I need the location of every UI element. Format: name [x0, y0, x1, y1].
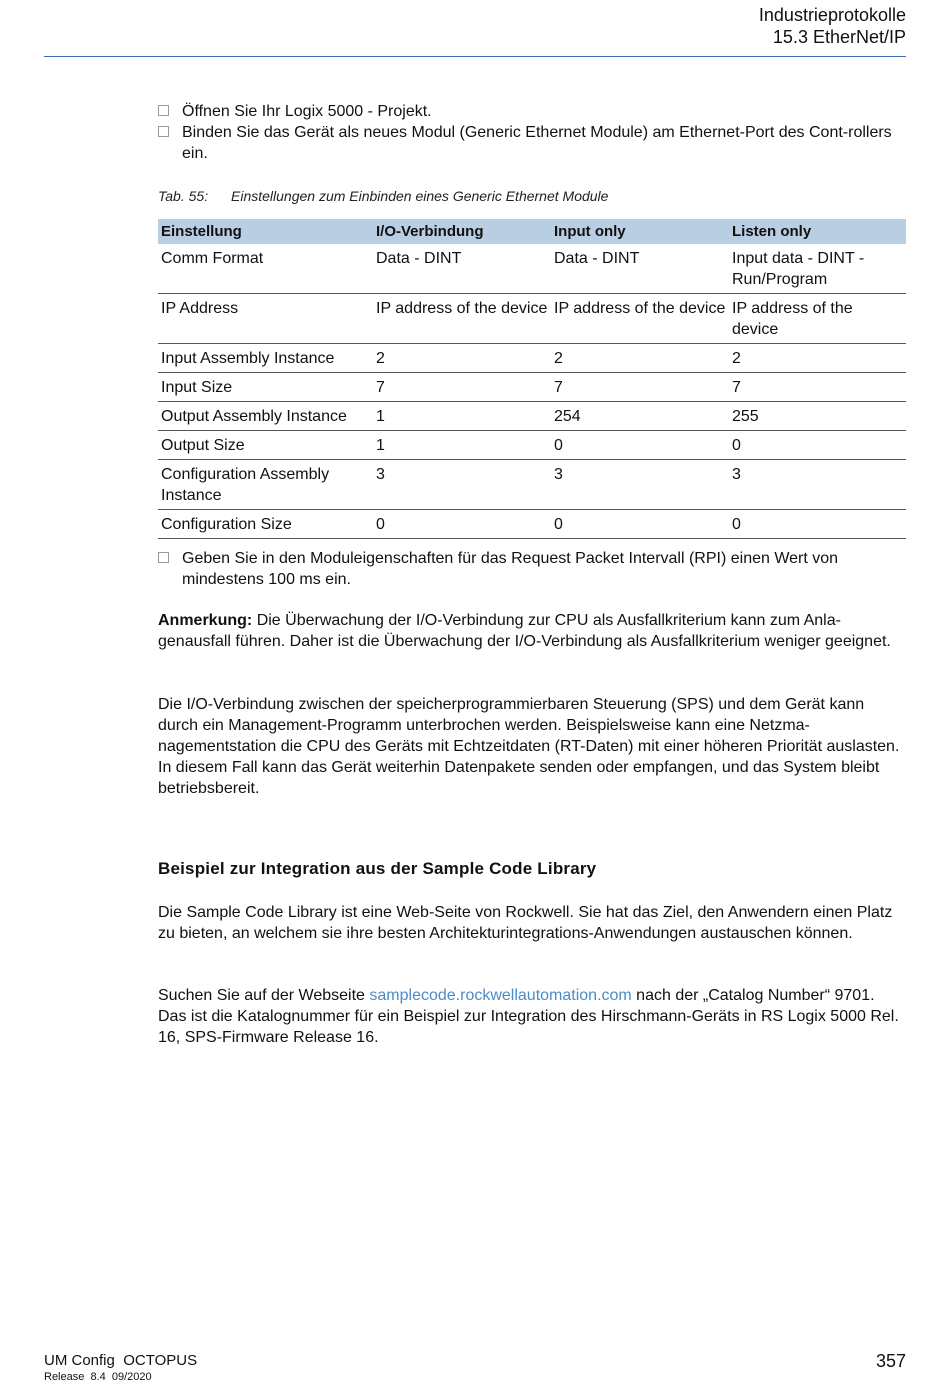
step-text: Öffnen Sie Ihr Logix 5000 - Projekt. — [182, 103, 432, 120]
table-cell: 3 — [551, 460, 729, 510]
table-cell: 1 — [373, 431, 551, 460]
page-number: 357 — [875, 1351, 906, 1371]
table-cell: Comm Format — [158, 244, 373, 294]
table-cell: Input data - DINT - Run/Program — [729, 244, 906, 294]
io-connection-paragraph: Die I/O-Verbindung zwischen der speicherprogrammierbaren Steuerung (SPS) und dem Gerät kann durch ein Management-Programm unterbrochen werden. Beispielsweise kann eine Netzma-nagementstation die CPU des Geräts mit Echtzeitdaten (RT-Daten) mit einer höheren Priorität auslasten. In diesem Fall kann das Gerät weiterhin Datenpakete senden oder empfangen, und das System bleibt betriebsbereit. — [158, 696, 900, 797]
search-text-before: Suchen Sie auf der Webseite — [158, 987, 370, 1004]
table-cell: Output Size — [158, 431, 373, 460]
footer — [44, 1352, 197, 1384]
step-list-rpi — [158, 548, 906, 590]
table-cell: 255 — [729, 402, 906, 431]
table-cell: 0 — [551, 510, 729, 539]
table-row — [158, 344, 906, 373]
table-row — [158, 460, 906, 510]
table-cell: IP address of the device — [551, 294, 729, 344]
running-header — [759, 4, 906, 48]
note-paragraph — [158, 610, 906, 652]
table-header-row — [158, 219, 906, 244]
step-item — [158, 101, 906, 122]
table-row — [158, 244, 906, 294]
table-cell: 2 — [551, 344, 729, 373]
step-item — [158, 548, 906, 590]
table-cell: 2 — [373, 344, 551, 373]
table-row — [158, 373, 906, 402]
table-cell: 7 — [373, 373, 551, 402]
note-label: Anmerkung: — [158, 612, 253, 629]
checkbox-icon — [158, 126, 169, 137]
table-cell: 254 — [551, 402, 729, 431]
search-text-after: nach der „Catalog Number“ 9701. Das ist die Katalognummer für ein Beispiel zur Integration des Hirschmann-Geräts in RS Logix 5000 Rel. 16, SPS-Firmware Release 16. — [158, 987, 899, 1046]
table-cell: 3 — [729, 460, 906, 510]
column-header: Listen only — [729, 219, 906, 244]
step-text: Binden Sie das Gerät als neues Modul (Generic Ethernet Module) am Ethernet-Port des Cont-rollers ein. — [182, 124, 892, 162]
table-cell: 0 — [373, 510, 551, 539]
table-row — [158, 402, 906, 431]
table-row — [158, 431, 906, 460]
step-item — [158, 122, 906, 164]
note-text: Die Überwachung der I/O-Verbindung zur CPU als Ausfallkriterium kann zum Anla-genausfall führen. Daher ist die Überwachung der I/O-Verbindung als Ausfallkriterium weniger geeignet. — [158, 612, 891, 650]
samplecode-link[interactable]: samplecode.rockwellautomation.com — [369, 987, 632, 1004]
footer-doc-title: UM Config OCTOPUS — [44, 1352, 198, 1369]
table-row — [158, 294, 906, 344]
table-cell: 7 — [729, 373, 906, 402]
column-header: Einstellung — [158, 219, 373, 244]
header-divider — [44, 56, 906, 57]
table-cell: 0 — [729, 431, 906, 460]
table-cell: 1 — [373, 402, 551, 431]
settings-table — [158, 219, 906, 539]
table-cell: Configuration Size — [158, 510, 373, 539]
table-cell: 3 — [373, 460, 551, 510]
search-paragraph — [158, 985, 906, 1048]
library-paragraph: Die Sample Code Library ist eine Web-Seite von Rockwell. Sie hat das Ziel, den Anwendern einen Platz zu bieten, an welchem sie ihre besten Architekturintegrations-Anwendungen austauschen können. — [158, 904, 893, 942]
checkbox-icon — [158, 552, 169, 563]
table-cell: 0 — [551, 431, 729, 460]
step-list — [158, 101, 906, 164]
step-text: Geben Sie in den Moduleigenschaften für das Request Packet Intervall (RPI) einen Wert von mindestens 100 ms ein. — [182, 550, 839, 588]
table-cell: 0 — [729, 510, 906, 539]
table-cell: IP Address — [158, 294, 373, 344]
footer-release: Release 8.4 09/2020 — [44, 1371, 152, 1383]
table-caption — [158, 188, 608, 204]
table-cell: Input Assembly Instance — [158, 344, 373, 373]
table-cell: 7 — [551, 373, 729, 402]
column-header: I/O-Verbindung — [373, 219, 551, 244]
table-cell: Configuration Assembly Instance — [158, 460, 373, 510]
table-caption-text: Einstellungen zum Einbinden eines Generic Ethernet Module — [231, 188, 609, 204]
table-cell: Input Size — [158, 373, 373, 402]
table-cell: IP address of the device — [373, 294, 551, 344]
table-row — [158, 510, 906, 539]
table-cell: Output Assembly Instance — [158, 402, 373, 431]
column-header: Input only — [551, 219, 729, 244]
table-cell: Data - DINT — [373, 244, 551, 294]
table-caption-number: Tab. 55: — [158, 188, 209, 204]
header-chapter: Industrieprotokolle — [758, 5, 906, 25]
section-heading: Beispiel zur Integration aus der Sample Code Library — [158, 859, 597, 878]
table-cell: Data - DINT — [551, 244, 729, 294]
table-cell: IP address of the device — [729, 294, 906, 344]
table-cell: 2 — [729, 344, 906, 373]
header-section: 15.3 EtherNet/IP — [772, 27, 906, 47]
checkbox-icon — [158, 105, 169, 116]
